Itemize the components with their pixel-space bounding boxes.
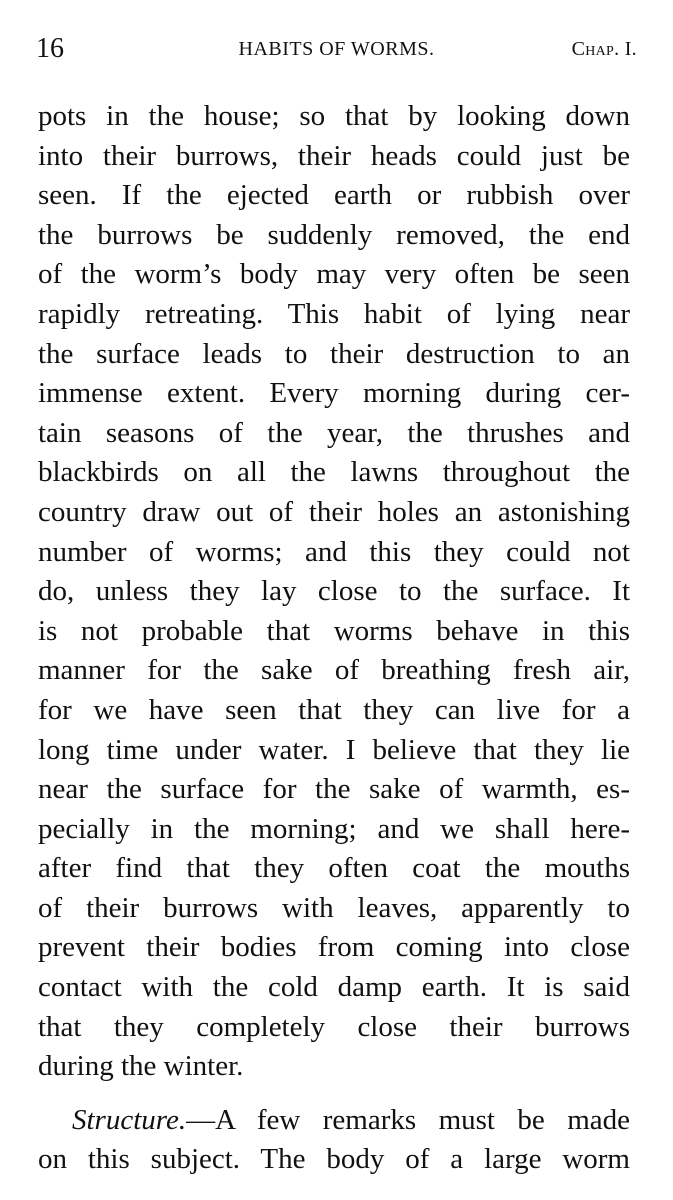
- text-line: into their burrows, their heads could just be: [38, 139, 630, 172]
- text-line: tain seasons of the year, the thrushes and: [38, 416, 630, 449]
- text-line: that they completely close their burrows: [38, 1010, 630, 1043]
- text-line: immense extent. Every morning during cer-: [38, 377, 630, 410]
- paragraph-1: [38, 97, 630, 1087]
- heading-continuation: —A few remarks must be made: [186, 1103, 630, 1136]
- text-line: for we have seen that they can live for a: [38, 693, 630, 726]
- text-line: after find that they often coat the mouths: [38, 852, 630, 885]
- text-line: country draw out of their holes an astonishing: [38, 495, 630, 528]
- text-line: of the worm’s body may very often be seen: [38, 258, 630, 291]
- text-line: pots in the house; so that by looking down: [38, 100, 630, 132]
- text-line: during the winter.: [38, 1050, 244, 1083]
- paragraph-2: [38, 1101, 630, 1180]
- text-line: is not probable that worms behave in this: [38, 614, 630, 647]
- text-line: the surface leads to their destruction to an: [38, 337, 630, 370]
- chapter-label: Chap. I.: [571, 38, 637, 60]
- paragraph-gap: [38, 1087, 630, 1101]
- text-line: of their burrows with leaves, apparently to: [38, 891, 630, 924]
- text-line: manner for the sake of breathing fresh air,: [38, 654, 630, 687]
- page-number: 16: [36, 33, 64, 64]
- running-title: HABITS OF WORMS.: [238, 38, 435, 60]
- text-line: [38, 1101, 630, 1141]
- text-line: contact with the cold damp earth. It is said: [38, 971, 630, 1004]
- page-header: [36, 30, 637, 70]
- text-line: rapidly retreating. This habit of lying near: [38, 297, 630, 330]
- text-line: near the surface for the sake of warmth, es-: [38, 773, 630, 806]
- text-line: number of worms; and this they could not: [38, 535, 630, 568]
- section-heading: Structure.: [72, 1103, 187, 1136]
- text-line: pecially in the morning; and we shall here-: [38, 812, 630, 845]
- text-line: seen. If the ejected earth or rubbish over: [38, 179, 630, 212]
- body-text: [38, 97, 630, 1180]
- text-line: on this subject. The body of a large worm: [38, 1143, 630, 1176]
- text-line: the burrows be suddenly removed, the end: [38, 218, 630, 251]
- text-line: prevent their bodies from coming into close: [38, 931, 630, 964]
- text-line: blackbirds on all the lawns throughout the: [38, 456, 630, 489]
- text-line: long time under water. I believe that they lie: [38, 733, 630, 766]
- text-line: do, unless they lay close to the surface. It: [38, 575, 630, 608]
